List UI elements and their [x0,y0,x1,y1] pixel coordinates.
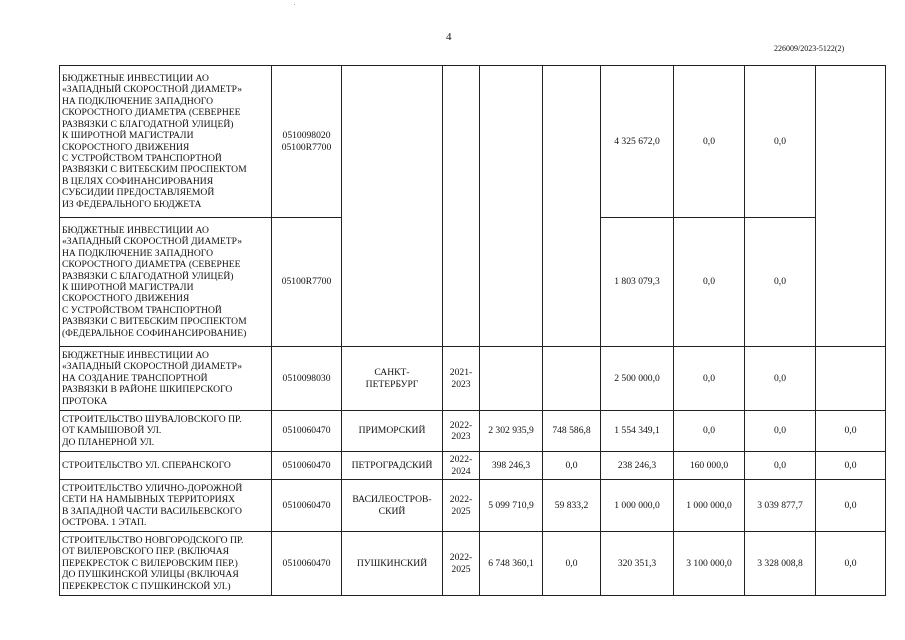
object-name: СТРОИТЕЛЬСТВО УЛ. СПЕРАНСКОГО [60,452,272,480]
value-2023: 1 554 349,1 [601,411,674,452]
document-code: 226009/2023-5122(2) [774,44,845,53]
value-2025: 3 328 008,8 [745,532,816,596]
value-after: 0,0 [816,452,886,480]
table-row [60,532,886,596]
table-row [60,452,886,480]
value-2025: 0,0 [745,347,816,411]
total-cost [480,347,543,411]
value-2024: 1 000 000,0 [674,480,745,532]
years: 2022- 2024 [443,452,480,480]
district: ПЕТРОГРАДСКИЙ [342,452,443,480]
value-2025: 0,0 [745,411,816,452]
years: 2021- 2023 [443,347,480,411]
years [443,66,480,347]
object-name: СТРОИТЕЛЬСТВО НОВГОРОДСКОГО ПР. ОТ ВИЛЕРОВСКОГО ПЕР. (ВКЛЮЧАЯ ПЕРЕКРЕСТОК С ВИЛЕРОВСКИМ ПЕР.) ДО ПУШКИНСКОЙ УЛИЦЫ (ВКЛЮЧАЯ ПЕРЕКРЕСТОК С ПУШКИНСКОЙ УЛ.) [60,532,272,596]
district [342,66,443,347]
budget-code: 05100R7700 [272,218,342,347]
value-after: 0,0 [816,480,886,532]
total-cost: 5 099 710,9 [480,480,543,532]
value-2024: 3 100 000,0 [674,532,745,596]
value-2024: 0,0 [674,218,745,347]
value-after [816,66,886,347]
budget-code: 0510098030 [272,347,342,411]
value-2023: 4 325 672,0 [601,66,674,218]
financed-before: 0,0 [543,452,601,480]
object-name: БЮДЖЕТНЫЕ ИНВЕСТИЦИИ АО «ЗАПАДНЫЙ СКОРОСТНОЙ ДИАМЕТР» НА ПОДКЛЮЧЕНИЕ ЗАПАДНОГО СКОРОСТНОГО ДИАМЕТРА (СЕВЕРНЕЕ РАЗВЯЗКИ С БЛАГОДАТНОЙ УЛИЦЕЙ) К ШИРОТНОЙ МАГИСТРАЛИ СКОРОСТНОГО ДВИЖЕНИЯ С УСТРОЙСТВОМ ТРАНСПОРТНОЙ РАЗВЯЗКИ С ВИТЕБСКИМ ПРОСПЕКТОМ В ЦЕЛЯХ СОФИНАНСИРОВАНИЯ СУБСИДИИ ПРЕДОСТАВЛЯЕМОЙ ИЗ ФЕДЕРАЛЬНОГО БЮДЖЕТА [60,66,272,218]
object-name: СТРОИТЕЛЬСТВО УЛИЧНО-ДОРОЖНОЙ СЕТИ НА НАМЫВНЫХ ТЕРРИТОРИЯХ В ЗАПАДНОЙ ЧАСТИ ВАСИЛЬЕВСКОГО ОСТРОВА. 1 ЭТАП. [60,480,272,532]
district: САНКТ- ПЕТЕРБУРГ [342,347,443,411]
financed-before: 0,0 [543,532,601,596]
financed-before: 59 833,2 [543,480,601,532]
table-row [60,66,886,218]
years: 2022- 2023 [443,411,480,452]
investment-table [59,65,886,596]
value-2023: 2 500 000,0 [601,347,674,411]
value-2023: 1 000 000,0 [601,480,674,532]
table-row [60,411,886,452]
district: ПУШКИНСКИЙ [342,532,443,596]
budget-code: 0510060470 [272,411,342,452]
object-name: БЮДЖЕТНЫЕ ИНВЕСТИЦИИ АО «ЗАПАДНЫЙ СКОРОСТНОЙ ДИАМЕТР» НА ПОДКЛЮЧЕНИЕ ЗАПАДНОГО СКОРОСТНОГО ДИАМЕТРА (СЕВЕРНЕЕ РАЗВЯЗКИ С БЛАГОДАТНОЙ УЛИЦЕЙ) К ШИРОТНОЙ МАГИСТРАЛИ СКОРОСТНОГО ДВИЖЕНИЯ С УСТРОЙСТВОМ ТРАНСПОРТНОЙ РАЗВЯЗКИ С ВИТЕБСКИМ ПРОСПЕКТОМ (ФЕДЕРАЛЬНОЕ СОФИНАНСИРОВАНИЕ) [60,218,272,347]
financed-before [543,347,601,411]
value-2025: 0,0 [745,66,816,218]
budget-code: 0510098020 05100R7700 [272,66,342,218]
value-2024: 0,0 [674,347,745,411]
budget-code: 0510060470 [272,480,342,532]
value-2024: 160 000,0 [674,452,745,480]
table-row [60,480,886,532]
years: 2022- 2025 [443,532,480,596]
total-cost: 2 302 935,9 [480,411,543,452]
value-2023: 1 803 079,3 [601,218,674,347]
value-2025: 0,0 [745,452,816,480]
object-name: СТРОИТЕЛЬСТВО ШУВАЛОВСКОГО ПР. ОТ КАМЫШОВОЙ УЛ. ДО ПЛАНЕРНОЙ УЛ. [60,411,272,452]
table-row [60,347,886,411]
value-2025: 3 039 877,7 [745,480,816,532]
district: ПРИМОРСКИЙ [342,411,443,452]
object-name: БЮДЖЕТНЫЕ ИНВЕСТИЦИИ АО «ЗАПАДНЫЙ СКОРОСТНОЙ ДИАМЕТР» НА СОЗДАНИЕ ТРАНСПОРТНОЙ РАЗВЯЗКИ В РАЙОНЕ ШКИПЕРСКОГО ПРОТОКА [60,347,272,411]
years: 2022- 2025 [443,480,480,532]
value-2023: 238 246,3 [601,452,674,480]
value-2025: 0,0 [745,218,816,347]
budget-code: 0510060470 [272,452,342,480]
scan-speck [294,4,295,5]
value-2024: 0,0 [674,66,745,218]
value-2023: 320 351,3 [601,532,674,596]
total-cost: 398 246,3 [480,452,543,480]
page-number: 4 [446,31,452,43]
financed-before [543,66,601,347]
value-after [816,347,886,411]
district: ВАСИЛЕОСТРОВ- СКИЙ [342,480,443,532]
value-2024: 0,0 [674,411,745,452]
value-after: 0,0 [816,532,886,596]
total-cost [480,66,543,347]
total-cost: 6 748 360,1 [480,532,543,596]
financed-before: 748 586,8 [543,411,601,452]
value-after: 0,0 [816,411,886,452]
budget-code: 0510060470 [272,532,342,596]
